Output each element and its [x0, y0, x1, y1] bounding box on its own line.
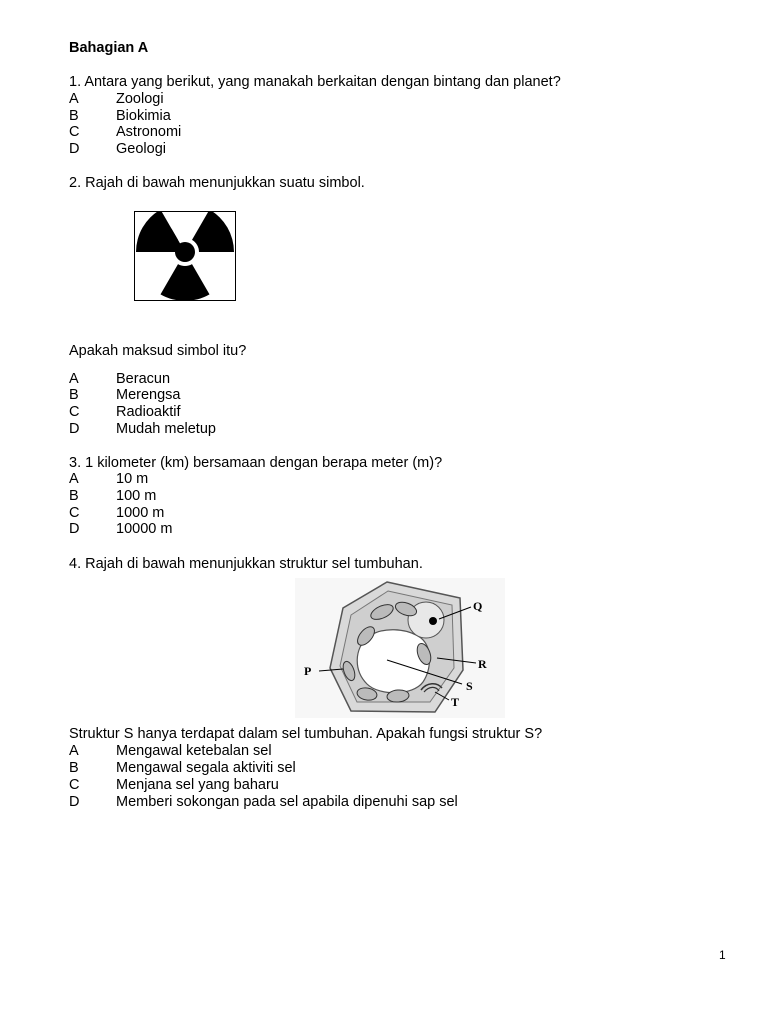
- question-3-option-d: D 10000 m: [69, 521, 173, 537]
- question-4-stem: 4. Rajah di bawah menunjukkan struktur sel tumbuhan.: [69, 556, 423, 572]
- plant-cell-diagram: [295, 578, 505, 718]
- question-4-option-b: B Mengawal segala aktiviti sel: [69, 760, 296, 776]
- question-2-stem: 2. Rajah di bawah menunjukkan suatu simbol.: [69, 175, 365, 191]
- question-1-option-c: C Astronomi: [69, 124, 182, 140]
- label-t: T: [451, 695, 460, 709]
- question-4-prompt: Struktur S hanya terdapat dalam sel tumbuhan. Apakah fungsi struktur S?: [69, 726, 543, 742]
- question-3-option-c: C 1000 m: [69, 505, 165, 521]
- question-2-option-b: B Merengsa: [69, 387, 181, 403]
- question-2-prompt: Apakah maksud simbol itu?: [69, 343, 247, 359]
- radioactive-symbol-icon: [134, 211, 236, 301]
- question-3-option-a: A 10 m: [69, 471, 149, 487]
- question-4-option-c: C Menjana sel yang baharu: [69, 777, 279, 793]
- section-title: Bahagian A: [69, 40, 149, 56]
- page-number: 1: [719, 948, 726, 962]
- label-p: P: [304, 664, 312, 678]
- question-2-option-a: A Beracun: [69, 371, 171, 387]
- question-1-option-b: B Biokimia: [69, 108, 171, 124]
- question-4-option-d: D Memberi sokongan pada sel apabila dipenuhi sap sel: [69, 794, 458, 810]
- question-1-option-d: D Geologi: [69, 141, 166, 157]
- label-r: R: [478, 657, 487, 671]
- question-2-option-c: C Radioaktif: [69, 404, 181, 420]
- question-3-stem: 3. 1 kilometer (km) bersamaan dengan berapa meter (m)?: [69, 455, 443, 471]
- question-2-option-d: D Mudah meletup: [69, 421, 216, 437]
- label-q: Q: [473, 599, 483, 613]
- question-1-option-a: A Zoologi: [69, 91, 164, 107]
- question-1-stem: 1. Antara yang berikut, yang manakah berkaitan dengan bintang dan planet?: [69, 74, 561, 90]
- label-s: S: [466, 679, 473, 693]
- question-3-option-b: B 100 m: [69, 488, 157, 504]
- question-4-option-a: A Mengawal ketebalan sel: [69, 743, 272, 759]
